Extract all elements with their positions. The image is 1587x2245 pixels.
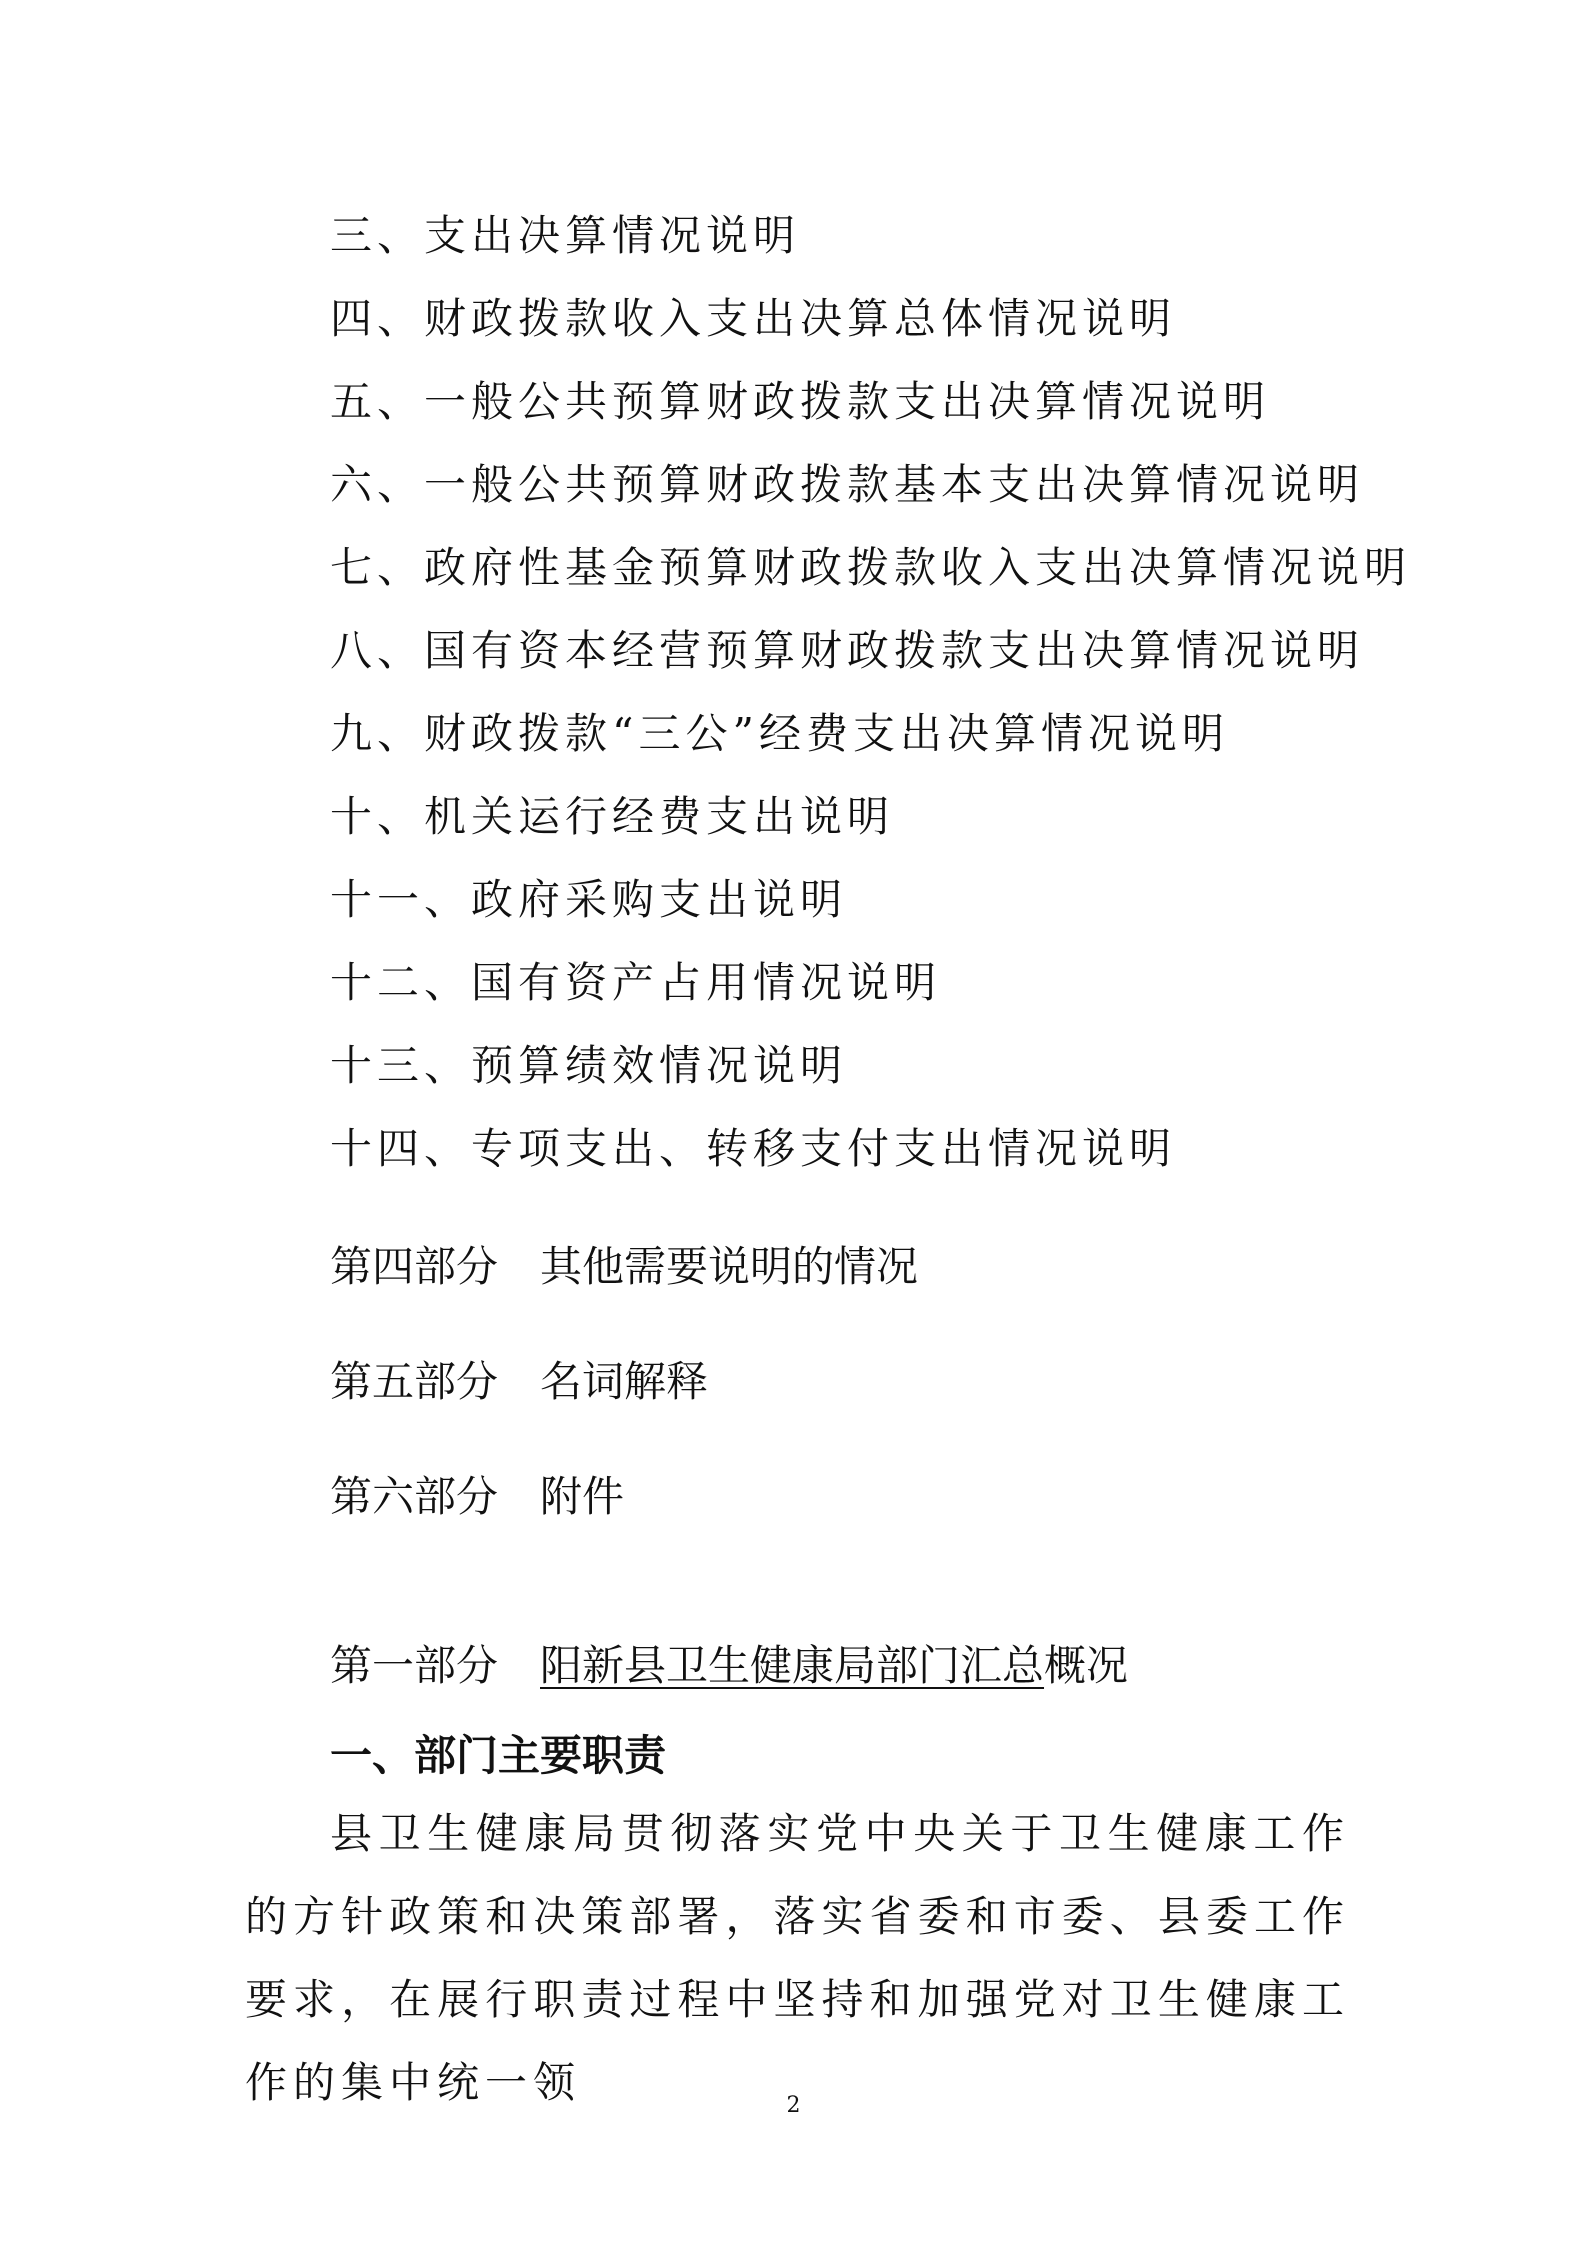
toc-item: 十四、专项支出、转移支付支出情况说明 [330,1124,1177,1173]
part-one-heading [330,1641,1129,1690]
toc-item: 十、机关运行经费支出说明 [330,792,895,841]
part-title: 名词解释 [540,1357,709,1406]
part-title-underlined: 阳新县卫生健康局部门汇总 [540,1641,1045,1690]
toc-item: 十二、国有资产占用情况说明 [330,958,942,1007]
part-heading-4 [330,1242,919,1291]
toc-item: 三、支出决算情况说明 [330,211,801,260]
part-title: 附件 [540,1472,625,1521]
body-paragraph: 县卫生健康局贯彻落实党中央关于卫生健康工作的方针政策和决策部署，落实省委和市委、县委工作要求，在展行职责过程中坚持和加强党对卫生健康工作的集中统一领 [245,1809,1350,2107]
toc-item: 十一、政府采购支出说明 [330,875,848,924]
part-title: 其他需要说明的情况 [540,1242,919,1291]
part-heading-6 [330,1472,625,1521]
page-number: 2 [786,2093,801,2118]
part-heading-5 [330,1357,709,1406]
part-number: 第五部分 [330,1357,499,1406]
toc-item: 十三、预算绩效情况说明 [330,1041,848,1090]
part-number: 第四部分 [330,1242,499,1291]
toc-item: 五、一般公共预算财政拨款支出决算情况说明 [330,377,1271,426]
section-heading: 一、部门主要职责 [330,1731,667,1780]
part-number: 第一部分 [330,1641,499,1690]
toc-item: 七、政府性基金预算财政拨款收入支出决算情况说明 [330,543,1412,592]
part-title-rest: 概况 [1044,1641,1129,1690]
part-number: 第六部分 [330,1472,499,1521]
toc-item: 六、一般公共预算财政拨款基本支出决算情况说明 [330,460,1365,509]
toc-item: 八、国有资本经营预算财政拨款支出决算情况说明 [330,626,1365,675]
toc-item: 九、财政拨款“三公”经费支出决算情况说明 [330,709,1229,758]
toc-item: 四、财政拨款收入支出决算总体情况说明 [330,294,1177,343]
